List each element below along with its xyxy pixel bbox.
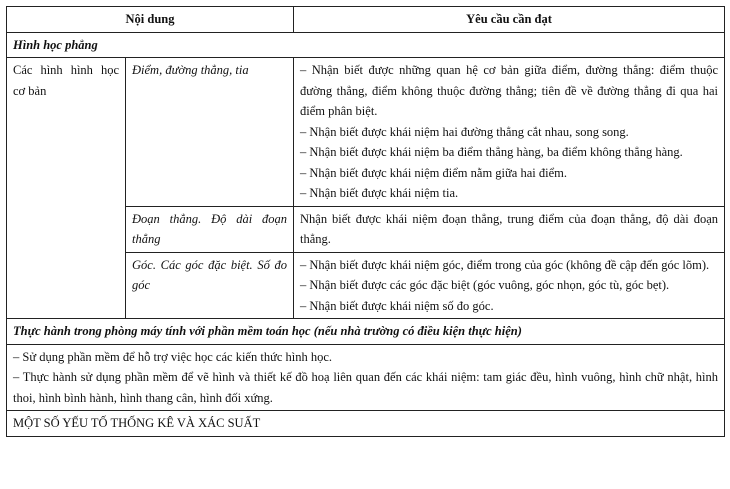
section-row-geometry	[7, 32, 725, 58]
practice-item: – Sử dụng phần mềm để hỗ trợ việc học các kiến thức hình học.	[13, 349, 333, 364]
table-row	[7, 58, 725, 207]
requirement-item: – Nhận biết được khái niệm ba điểm thẳng hàng, ba điểm không thẳng hàng.	[300, 145, 683, 159]
section-row-practice	[7, 319, 725, 345]
header-requirement: Yêu cầu cần đạt	[294, 7, 725, 33]
requirements-cell	[294, 252, 725, 319]
practice-cell	[7, 344, 725, 411]
requirements-cell	[294, 58, 725, 207]
requirement-item: Nhận biết được khái niệm đoạn thẳng, trung điểm của đoạn thẳng, độ dài đoạn thẳng.	[300, 211, 719, 246]
header-content: Nội dung	[7, 7, 294, 33]
requirement-item: – Nhận biết được khái niệm tia.	[300, 186, 459, 200]
curriculum-table	[6, 6, 725, 437]
subtopic-cell: Đoạn thẳng. Độ dài đoạn thẳng	[126, 206, 294, 252]
practice-item: – Thực hành sử dụng phần mềm để vẽ hình và thiết kế đồ hoạ liên quan đến các khái niệm: tam giác đều, hình vuông, hình chữ nhật, hình thoi, hình bình hành, hình thang cân, hình đối xứng.	[13, 370, 719, 405]
requirement-item: – Nhận biết được khái niệm góc, điểm trong của góc (không đề cập đến góc lõm).	[300, 257, 710, 272]
section-title-stats: MỘT SỐ YẾU TỐ THỐNG KÊ VÀ XÁC SUẤT	[7, 411, 725, 437]
section-row-stats	[7, 411, 725, 437]
requirement-item: – Nhận biết được khái niệm điểm nằm giữa hai điểm.	[300, 165, 567, 180]
requirement-item: – Nhận biết được các góc đặc biệt (góc vuông, góc nhọn, góc tù, góc bẹt).	[300, 278, 670, 292]
requirement-item: – Nhận biết được khái niệm hai đường thẳng cắt nhau, song song.	[300, 124, 629, 139]
subtopic-cell: Góc. Các góc đặc biệt. Số đo góc	[126, 252, 294, 319]
requirement-item: – Nhận biết được những quan hệ cơ bản giữa điểm, đường thẳng: điểm thuộc đường thẳng, điểm không thuộc đường thẳng; tiên đề về đường thẳng đi qua hai điểm phân biệt.	[300, 63, 719, 118]
practice-row	[7, 344, 725, 411]
section-title-geometry: Hình học phẳng	[7, 32, 725, 58]
section-title-practice: Thực hành trong phòng máy tính với phần mềm toán học (nếu nhà trường có điều kiện thực hiện)	[7, 319, 725, 345]
header-row	[7, 7, 725, 33]
subtopic-cell: Điểm, đường thẳng, tia	[126, 58, 294, 207]
requirement-item: – Nhận biết được khái niệm số đo góc.	[300, 298, 494, 313]
topic-cell: Các hình hình học cơ bản	[7, 58, 126, 319]
requirements-cell	[294, 206, 725, 252]
